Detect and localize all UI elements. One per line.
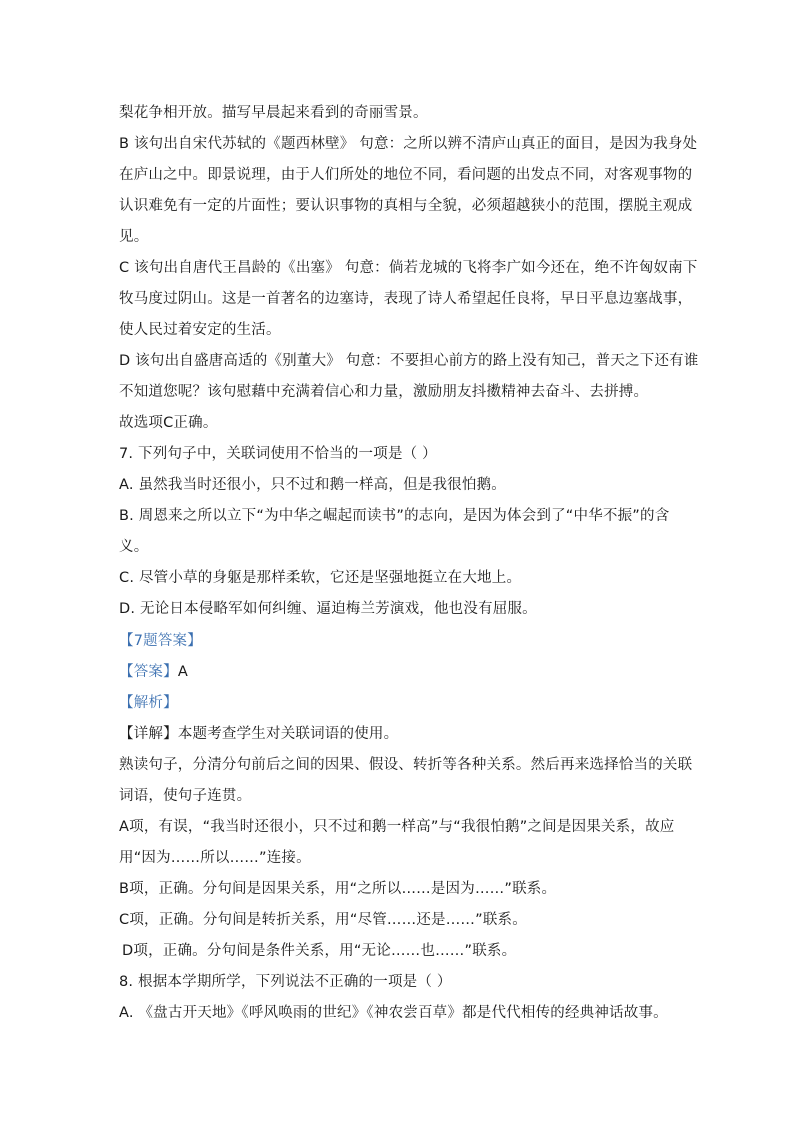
text-line: D 该句出自盛唐高适的《别董大》 句意：不要担心前方的路上没有知己，普天之下还有谁 [119, 353, 699, 369]
text-line: 在庐山之中。即景说理，由于人们所处的地位不同，看问题的出发点不同，对客观事物的 [119, 167, 693, 183]
text-line: 使人民过着安定的生活。 [119, 322, 281, 338]
text-line: 故选项C正确。 [119, 415, 218, 431]
option-a: A. 《盘古开天地》《呼风唤雨的世纪》《神农尝百草》都是代代相传的经典神话故事。 [119, 1005, 668, 1021]
option-a: A. 虽然我当时还很小，只不过和鹅一样高，但是我很怕鹅。 [119, 477, 506, 493]
text-line: 梨花争相开放。描写早晨起来看到的奇丽雪景。 [119, 105, 428, 121]
answer-line [119, 662, 679, 682]
option-b: B. 周恩来之所以立下“为中华之崛起而读书”的志向，是因为体会到了“中华不振”的含 [119, 508, 670, 524]
question-7: 7. 下列句子中，关联词使用不恰当的一项是（ ） [119, 446, 437, 462]
text-line: B 该句出自宋代苏轼的《题西林壁》 句意：之所以辨不清庐山真正的面目，是因为我身处 [119, 136, 698, 152]
detail-text: 本题考查学生对关联词语的使用。 [177, 726, 399, 742]
detail-line [119, 724, 679, 744]
text-line: 用“因为……所以……”连接。 [119, 850, 311, 866]
text-line: C 该句出自唐代王昌龄的《出塞》 句意：倘若龙城的飞将李广如今还在，绝不许匈奴南下 [119, 260, 698, 276]
text-line: 熟读句子，分清分句前后之间的因果、假设、转折等各种关系。然后再来选择恰当的关联 [119, 757, 693, 773]
option-b-continued: 义。 [119, 539, 149, 555]
text-line: 认识难免有一定的片面性；要认识事物的真相与全貌，必须超越狭小的范围，摆脱主观成 [119, 198, 693, 214]
text-line: B项，正确。分句间是因果关系，用“之所以……是因为……”联系。 [119, 881, 557, 897]
text-line: 词语，使句子连贯。 [119, 788, 252, 804]
answer-label: 【答案】 [119, 664, 178, 680]
text-line: 牧马度过阴山。这是一首著名的边塞诗，表现了诗人希望起任良将，早日平息边塞战事， [119, 291, 693, 307]
text-line: A项，有误，“我当时还很小，只不过和鹅一样高”与“我很怕鹅”之间是因果关系，故应 [119, 819, 675, 835]
detail-label: 【详解】 [119, 726, 178, 742]
text-line: 见。 [119, 229, 149, 245]
answer-heading: 【7题答案】 [119, 633, 202, 649]
text-line: D项，正确。分句间是条件关系，用“无论……也……”联系。 [122, 943, 517, 959]
answer-value: A [177, 664, 188, 680]
question-8: 8. 根据本学期所学，下列说法不正确的一项是（ ） [119, 974, 452, 990]
text-line: C项，正确。分句间是转折关系，用“尽管……还是……”联系。 [119, 912, 527, 928]
option-c: C. 尽管小草的身躯是那样柔软，它还是坚强地挺立在大地上。 [119, 570, 522, 586]
text-line: 不知道您呢？该句慰藉中充满着信心和力量，激励朋友抖擞精神去奋斗、去拼搏。 [119, 384, 649, 400]
option-d: D. 无论日本侵略军如何纠缠、逼迫梅兰芳演戏，他也没有屈服。 [119, 601, 537, 617]
analysis-heading: 【解析】 [119, 695, 178, 711]
